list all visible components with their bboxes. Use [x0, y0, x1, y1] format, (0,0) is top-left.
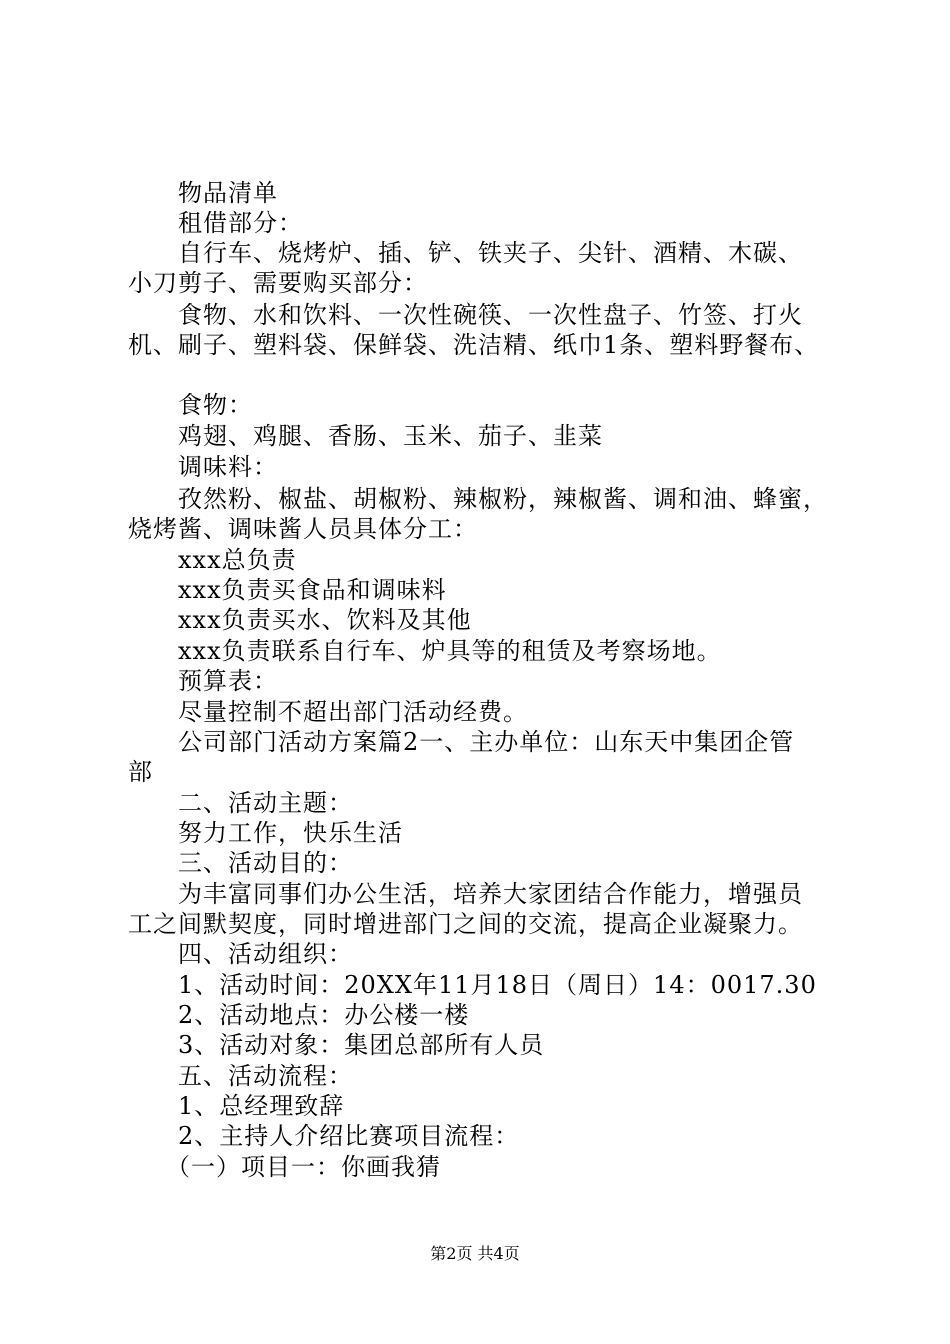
- text-line: （一）项目一：你画我猜: [166, 1153, 441, 1181]
- text-line: 1、活动时间：20XX年11月18日（周日）14：0017.30: [178, 971, 817, 999]
- text-line: 二、活动主题：: [178, 789, 353, 817]
- text-line: 公司部门活动方案篇2一、主办单位：山东天中集团企管: [178, 728, 795, 756]
- text-line: 1、总经理致辞: [178, 1092, 345, 1120]
- text-line: xxx负责联系自行车、炉具等的租赁及考察场地。: [178, 637, 722, 665]
- text-line: 烧烤酱、调味酱人员具体分工：: [128, 515, 478, 543]
- text-line: 五、活动流程：: [178, 1062, 353, 1090]
- text-line: 3、活动对象：集团总部所有人员: [178, 1031, 545, 1059]
- text-line: 食物：: [178, 391, 253, 419]
- text-line: 三、活动目的：: [178, 849, 353, 877]
- text-line: 自行车、烧烤炉、插、铲、铁夹子、尖针、酒精、木碳、: [178, 239, 803, 267]
- text-line: 调味料：: [178, 453, 278, 481]
- text-line: 四、活动组织：: [178, 940, 353, 968]
- text-line: xxx总负责: [178, 546, 297, 574]
- text-line: 部: [128, 758, 153, 786]
- text-line: 租借部分：: [178, 209, 303, 237]
- text-line: 2、主持人介绍比赛项目流程：: [178, 1122, 520, 1150]
- text-line: 鸡翅、鸡腿、香肠、玉米、茄子、韭菜: [178, 422, 603, 450]
- text-line: 为丰富同事们办公生活，培养大家团结合作能力，增强员: [178, 880, 803, 908]
- text-line: 工之间默契度，同时增进部门之间的交流，提高企业凝聚力。: [128, 910, 803, 938]
- text-line: 物品清单: [178, 179, 278, 207]
- text-line: 食物、水和饮料、一次性碗筷、一次性盘子、竹签、打火: [178, 301, 803, 329]
- text-line: xxx负责买食品和调味料: [178, 576, 447, 604]
- page-footer: 第2页 共4页: [430, 1244, 520, 1263]
- text-line: 尽量控制不超出部门活动经费。: [178, 698, 528, 726]
- text-line: xxx负责买水、饮料及其他: [178, 606, 472, 634]
- text-line: 2、活动地点：办公楼一楼: [178, 1001, 470, 1029]
- text-line: 预算表：: [178, 667, 278, 695]
- text-line: 机、刷子、塑料袋、保鲜袋、洗洁精、纸巾1条、塑料野餐布、: [128, 331, 820, 359]
- text-line: 孜然粉、椒盐、胡椒粉、辣椒粉，辣椒酱、调和油、蜂蜜，: [178, 485, 828, 513]
- text-line: 小刀剪子、需要购买部分：: [128, 269, 428, 297]
- text-line: 努力工作，快乐生活: [178, 819, 403, 847]
